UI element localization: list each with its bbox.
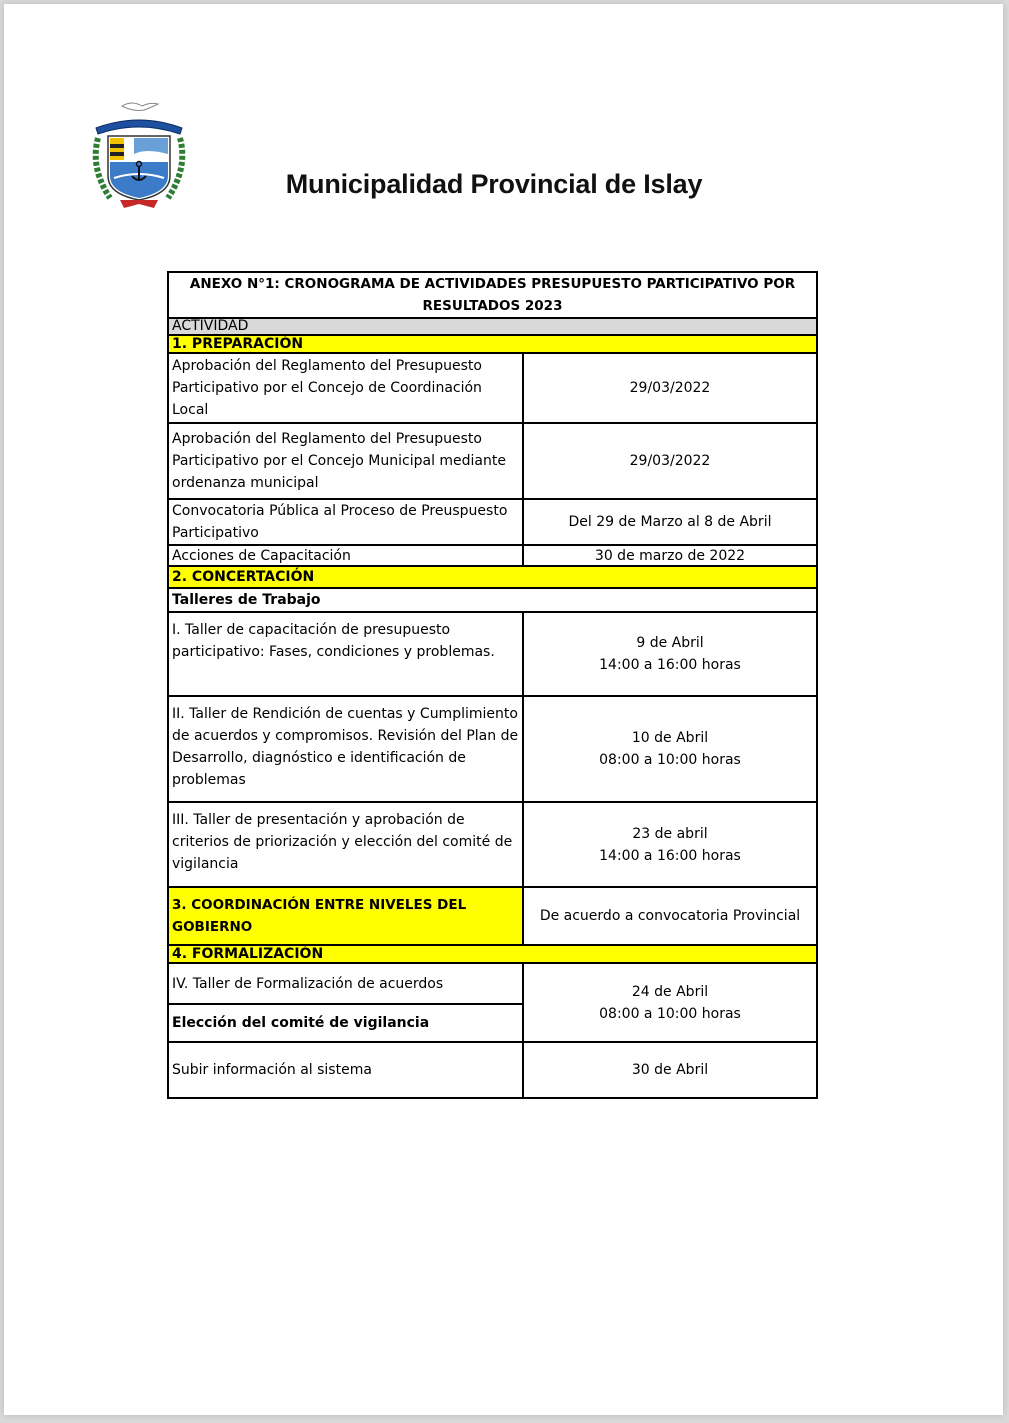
time-text: 08:00 a 10:00 horas bbox=[599, 752, 741, 768]
section-coordinacion: 3. COORDINACIÓN ENTRE NIVELES DEL GOBIERNO bbox=[168, 887, 523, 945]
date-text: 9 de Abril bbox=[636, 635, 704, 651]
activity-cell: Subir información al sistema bbox=[168, 1042, 523, 1098]
date-cell bbox=[523, 696, 817, 802]
date-cell: Del 29 de Marzo al 8 de Abril bbox=[523, 499, 817, 545]
activity-cell: II. Taller de Rendición de cuentas y Cumplimiento de acuerdos y compromisos. Revisión del Plan de Desarrollo, diagnóstico e identificación de problemas bbox=[168, 696, 523, 802]
time-text: 14:00 a 16:00 horas bbox=[599, 847, 741, 864]
date-cell: 30 de marzo de 2022 bbox=[523, 545, 817, 566]
column-label-row bbox=[168, 318, 817, 335]
activity-cell: Convocatoria Pública al Proceso de Preuspuesto Participativo bbox=[168, 499, 523, 545]
schedule-table bbox=[167, 271, 818, 1099]
time-text: 08:00 a 10:00 horas bbox=[599, 1005, 741, 1022]
activity-cell: I. Taller de capacitación de presupuesto participativo: Fases, condiciones y problemas. bbox=[168, 612, 523, 696]
table-row bbox=[168, 423, 817, 499]
date-cell: 30 de Abril bbox=[523, 1042, 817, 1098]
section-row bbox=[168, 945, 817, 963]
subheading-talleres: Talleres de Trabajo bbox=[168, 588, 817, 612]
table-row bbox=[168, 545, 817, 566]
table-row bbox=[168, 612, 817, 696]
date-cell: 29/03/2022 bbox=[523, 353, 817, 423]
date-cell: 29/03/2022 bbox=[523, 423, 817, 499]
table-row bbox=[168, 696, 817, 802]
activity-cell: Acciones de Capacitación bbox=[168, 545, 523, 566]
municipal-coat-of-arms-icon bbox=[90, 98, 188, 210]
date-cell bbox=[523, 963, 817, 1042]
table-row bbox=[168, 887, 817, 945]
date-text: 24 de Abril bbox=[631, 983, 709, 1000]
activity-cell: Elección del comité de vigilancia bbox=[168, 1004, 523, 1042]
activity-cell: III. Taller de presentación y aprobación de criterios de priorización y elección del comité de vigilancia bbox=[168, 802, 523, 887]
section-formalizacion: 4. FORMALIZACIÓN bbox=[168, 945, 817, 963]
table-row bbox=[168, 353, 817, 423]
activity-cell: Aprobación del Reglamento del Presupuesto Participativo por el Concejo de Coordinación Local bbox=[168, 353, 523, 423]
table-heading: ANEXO N°1: CRONOGRAMA DE ACTIVIDADES PRESUPUESTO PARTICIPATIVO POR RESULTADOS 2023 bbox=[168, 272, 817, 318]
table-row bbox=[168, 963, 817, 1004]
column-label-activity: ACTIVIDAD bbox=[168, 318, 817, 335]
subheading-row bbox=[168, 588, 817, 612]
time-text: 14:00 a 16:00 horas bbox=[599, 657, 741, 673]
page-title: Municipalidad Provincial de Islay bbox=[285, 169, 703, 199]
date-text: 10 de Abril bbox=[631, 730, 709, 746]
section-concertacion: 2. CONCERTACIÓN bbox=[168, 566, 817, 588]
date-cell: De acuerdo a convocatoria Provincial bbox=[523, 887, 817, 945]
table-row bbox=[168, 802, 817, 887]
date-text: 23 de abril bbox=[632, 825, 708, 842]
activity-cell: Aprobación del Reglamento del Presupuesto Participativo por el Concejo Municipal mediante ordenanza municipal bbox=[168, 423, 523, 499]
section-preparacion: 1. PREPARACIÓN bbox=[168, 335, 817, 353]
table-row bbox=[168, 1042, 817, 1098]
table-heading-row bbox=[168, 272, 817, 318]
date-cell bbox=[523, 612, 817, 696]
date-cell bbox=[523, 802, 817, 887]
section-row bbox=[168, 566, 817, 588]
table-row bbox=[168, 499, 817, 545]
section-row bbox=[168, 335, 817, 353]
activity-cell: IV. Taller de Formalización de acuerdos bbox=[168, 963, 523, 1004]
